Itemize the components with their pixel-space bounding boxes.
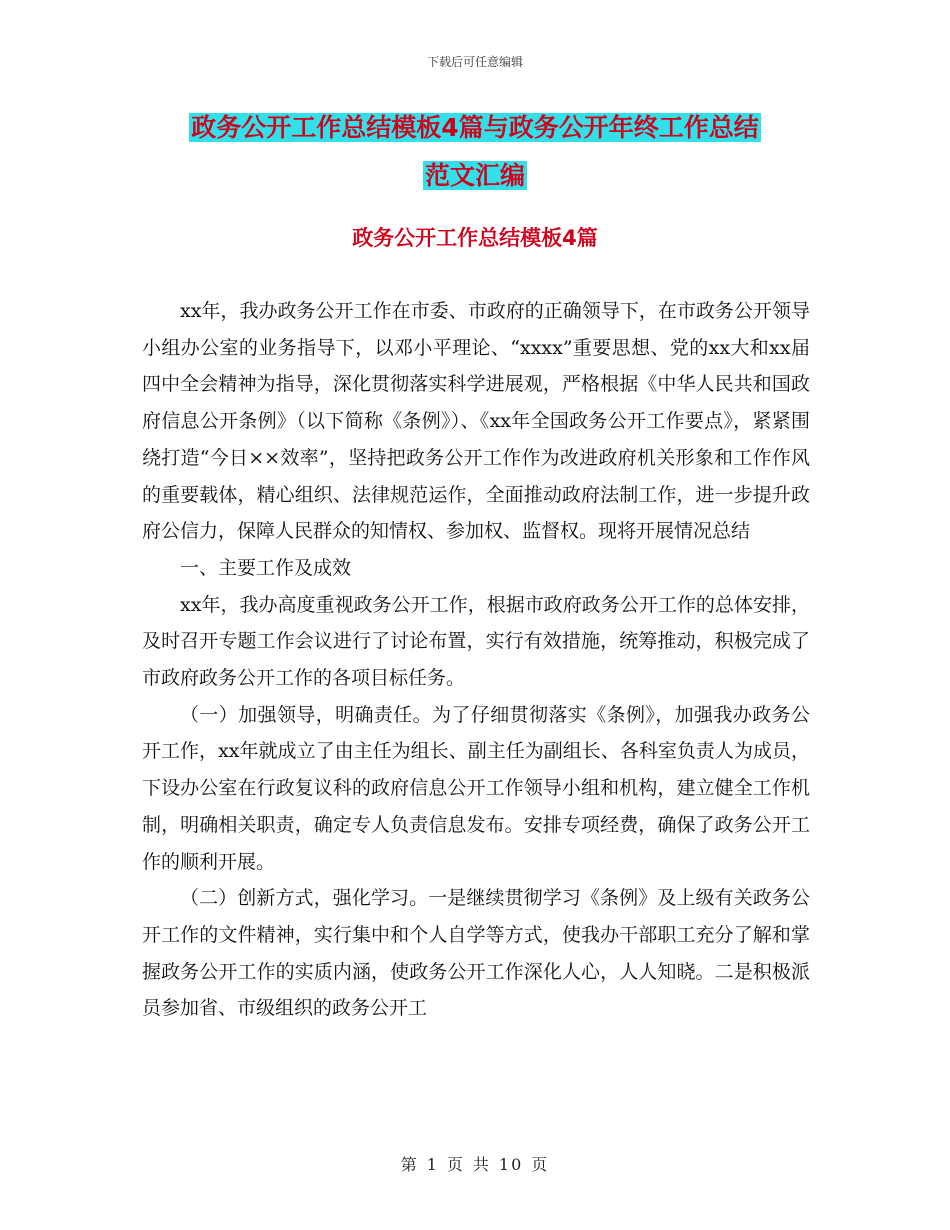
footer-gong: 共 — [472, 1155, 491, 1174]
heading-main-work: 一、主要工作及成效 — [180, 556, 352, 579]
paragraph-leadership: （一）加强领导，明确责任。为了仔细贯彻落实《条例》，加强我办政务公开工作，xx年就成立了由主任为组长、副主任为副组长、各科室负责人为成员，下设办公室在行政复议科的政府信息公开工作领导小组和机构，建立健全工作机制，明确相关职责，确定专人负责信息发布。安排专项经费，确保了政务公开工作的顺利开展。 — [142, 703, 810, 873]
header-note: 下载后可任意编辑 — [426, 55, 523, 69]
footer-page-number: 1 — [426, 1155, 439, 1174]
paragraph-learning: （二）创新方式，强化学习。一是继续贯彻学习《条例》及上级有关政务公开工作的文件精神，实行集中和个人自学等方式，使我办干部职工充分了解和掌握政务公开工作的实质内涵，使政务公开工作深化人心，人人知晓。二是积极派员参加省、市级组织的政务公开工 — [142, 887, 810, 1020]
title-line-2: 范文汇编 — [424, 161, 525, 190]
document-title — [0, 104, 950, 200]
paragraph-intro: xx年，我办政务公开工作在市委、市政府的正确领导下，在市政务公开领导小组办公室的业务指导下，以邓小平理论、“xxxx”重要思想、党的xx大和xx届四中全会精神为指导，深化贯彻落实科学进展观，严格根据《中华人民共和国政府信息公开条例》（以下简称《条例》）、《xx年全国政务公开工作要点》，紧紧围绕打造“今日××效率”，坚持把政务公开工作作为改进政府机关形象和工作作风的重要载体，精心组织、法律规范运作，全面推动政府法制工作，进一步提升政府公信力，保障人民群众的知情权、参加权、监督权。现将开展情况总结 — [142, 300, 810, 543]
title-line-1: 政务公开工作总结模板4篇与政务公开年终工作总结 — [191, 113, 759, 142]
section-title: 政务公开工作总结模板4篇 — [352, 226, 598, 250]
paragraph-overview: xx年，我办高度重视政务公开工作，根据市政府政务公开工作的总体安排，及时召开专题工作会议进行了讨论布置，实行有效措施，统筹推动，积极完成了市政府政务公开工作的各项目标任务。 — [142, 593, 810, 690]
footer-di: 第 — [400, 1155, 419, 1174]
footer-ye-end: 页 — [531, 1155, 550, 1174]
footer-total-pages: 10 — [498, 1155, 524, 1174]
page-footer — [0, 1152, 950, 1175]
footer-ye: 页 — [446, 1155, 465, 1174]
document-body — [142, 293, 810, 1027]
